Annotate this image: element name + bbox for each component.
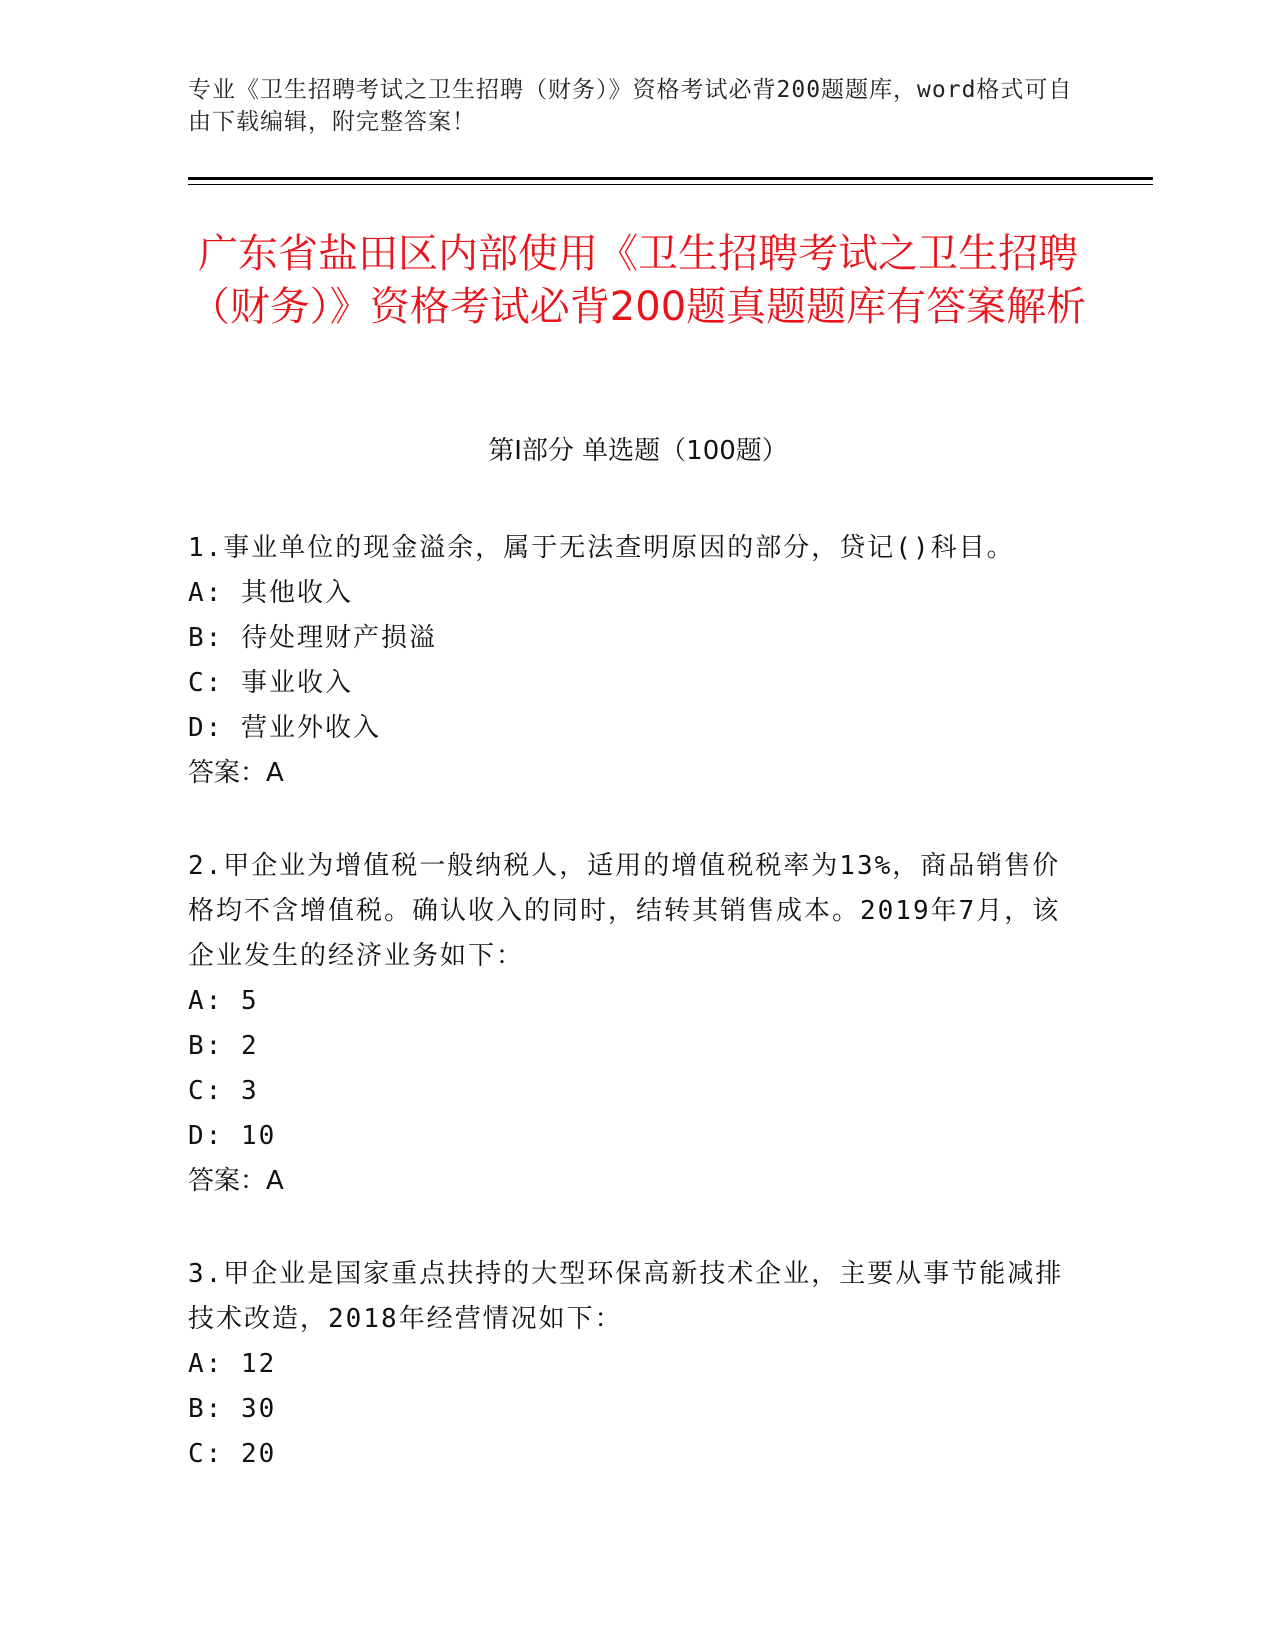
question-list: [188, 526, 1088, 1525]
option-c: C: 3: [188, 1076, 259, 1106]
question-3: [188, 1252, 1088, 1477]
answer: 答案：A: [188, 758, 284, 788]
header-note: 专业《卫生招聘考试之卫生招聘（财务）》资格考试必背200题题库，word格式可自由下载编辑，附完整答案！: [188, 77, 1073, 135]
option-d: D: 10: [188, 1121, 277, 1151]
question-stem: 2.甲企业为增值税一般纳税人，适用的增值税税率为13%，商品销售价格均不含增值税。确认收入的同时，结转其销售成本。2019年7月，该企业发生的经济业务如下：: [188, 851, 1061, 971]
header-divider-thick: [188, 177, 1153, 180]
question-stem: 3.甲企业是国家重点扶持的大型环保高新技术企业，主要从事节能减排技术改造，2018年经营情况如下：: [188, 1259, 1064, 1334]
header-divider-thin: [188, 184, 1153, 185]
option-b: B: 2: [188, 1031, 259, 1061]
option-b: B: 待处理财产损溢: [188, 623, 437, 653]
option-d: D: 营业外收入: [188, 713, 381, 743]
option-b: B: 30: [188, 1394, 277, 1424]
option-a: A: 其他收入: [188, 578, 353, 608]
option-a: A: 5: [188, 986, 259, 1016]
option-c: C: 事业收入: [188, 668, 353, 698]
section-title: 第Ⅰ部分 单选题（100题）: [488, 436, 788, 466]
document-title: 广东省盐田区内部使用《卫生招聘考试之卫生招聘（财务）》资格考试必背200题真题题库有答案解析: [189, 231, 1087, 330]
answer: 答案：A: [188, 1166, 284, 1196]
option-a: A: 12: [188, 1349, 277, 1379]
question-2: [188, 844, 1088, 1204]
option-c: C: 20: [188, 1439, 277, 1469]
question-stem: 1.事业单位的现金溢余，属于无法查明原因的部分，贷记()科目。: [188, 533, 1015, 563]
question-1: [188, 526, 1088, 796]
